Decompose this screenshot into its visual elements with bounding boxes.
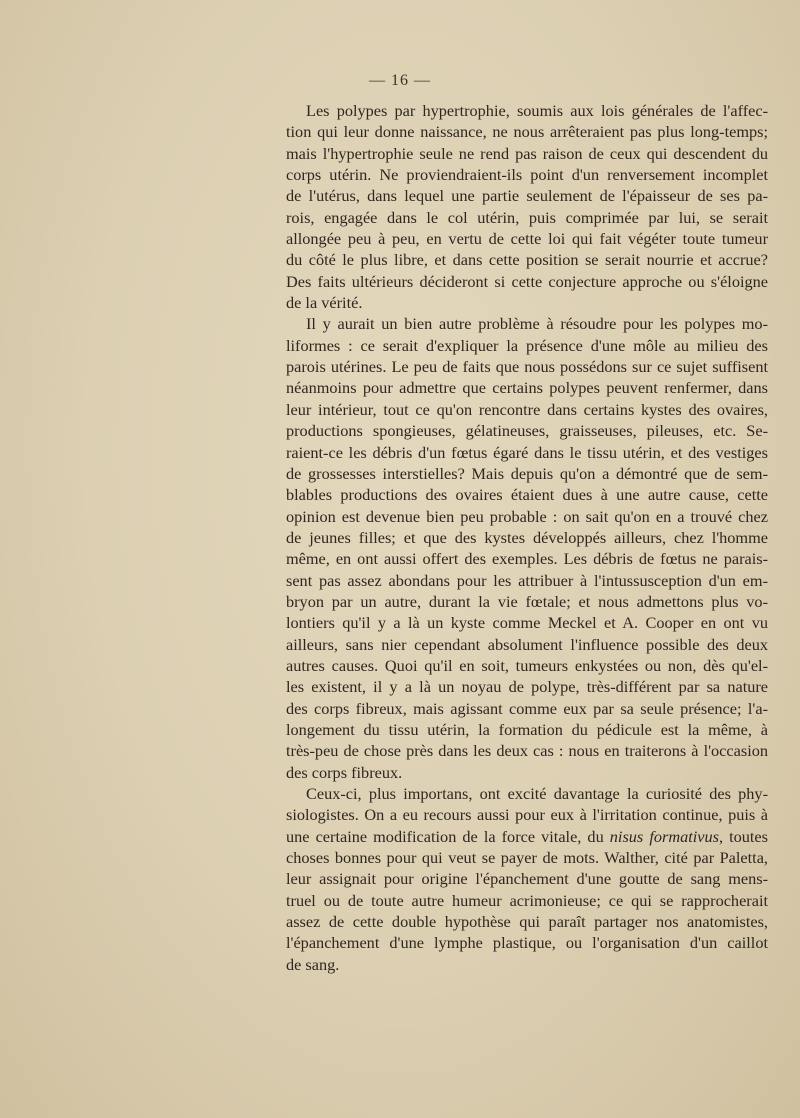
text-line: corps utérin. Ne proviendraient-ils point d'un renversement incomplet bbox=[286, 165, 768, 185]
text-line: sent pas assez abondans pour les attribuer à l'intussusception d'un em- bbox=[286, 570, 768, 590]
text-line: lontiers qu'il y a là un kyste comme Meckel et A. Cooper en ont vu bbox=[286, 613, 768, 633]
text-line: ailleurs, sans nier cependant absolument l'influence possible des deux bbox=[286, 634, 768, 654]
text-line: opinion est devenue bien peu probable : on sait qu'on en a trouvé chez bbox=[286, 506, 768, 526]
text-line: parois utérines. Le peu de faits que nous possédons sur ce sujet suffisent bbox=[286, 357, 768, 377]
paragraph-1 bbox=[286, 100, 768, 313]
text-line: Des faits ultérieurs décideront si cette conjecture approche ou s'éloigne bbox=[286, 271, 768, 291]
text-line: des corps fibreux, mais agissant comme eux par sa seule présence; l'a- bbox=[286, 698, 768, 718]
text-line: de jeunes filles; et que des kystes développés ailleurs, chez l'homme bbox=[286, 527, 768, 547]
text-line: mais l'hypertrophie seule ne rend pas raison de ceux qui descendent du bbox=[286, 143, 768, 163]
text-line: de la vérité. bbox=[286, 293, 363, 313]
text-line: de sang. bbox=[286, 954, 340, 974]
page-number: — 16 — bbox=[369, 72, 431, 89]
text-line: l'épanchement d'une lymphe plastique, ou l'organisation d'un caillot bbox=[286, 933, 768, 953]
text-line: Ceux-ci, plus importans, ont excité davantage la curiosité des phy- bbox=[306, 784, 768, 803]
text-line: très-peu de chose près dans les deux cas : nous en traiterons à l'occasion bbox=[286, 741, 768, 761]
text-line: même, en ont aussi offert des exemples. Les débris de fœtus ne parais- bbox=[286, 549, 768, 569]
text-line: une certaine modification de la force vitale, du nisus formativus, toutes bbox=[286, 826, 768, 846]
text-line: truel ou de toute autre humeur acrimonieuse; ce qui se rapprocherait bbox=[286, 890, 768, 910]
text-line: du côté le plus libre, et dans cette position se serait nourrie et accrue? bbox=[286, 250, 768, 270]
text-line: assez de cette double hypothèse qui paraît partager nos anatomistes, bbox=[286, 912, 768, 932]
text-line: bryon par un autre, durant la vie fœtale; et nous admettons plus vo- bbox=[286, 591, 768, 611]
text-line: des corps fibreux. bbox=[286, 762, 403, 782]
text-line: Les polypes par hypertrophie, soumis aux lois générales de l'affec- bbox=[306, 101, 768, 120]
paragraph-3 bbox=[286, 783, 768, 975]
italic-phrase: nisus formativus bbox=[609, 826, 719, 846]
text-line: longement du tissu utérin, la formation du pédicule est la même, à bbox=[286, 719, 768, 739]
text-line: leur intérieur, tout ce qu'on rencontre dans certains kystes des ovaires, bbox=[286, 399, 768, 419]
text-line: Il y aurait un bien autre problème à résoudre pour les polypes mo- bbox=[306, 314, 768, 334]
text-line: blables productions des ovaires étaient dues à une autre cause, cette bbox=[286, 485, 768, 505]
text-line: siologistes. On a eu recours aussi pour eux à l'irritation continue, puis à bbox=[286, 805, 768, 825]
body-text bbox=[286, 100, 768, 975]
text-line: liformes : ce serait d'expliquer la présence d'une môle au milieu des bbox=[286, 335, 768, 355]
text-line: productions spongieuses, gélatineuses, graisseuses, pileuses, etc. Se- bbox=[286, 421, 768, 441]
text-line: raient-ce les débris d'un fœtus égaré dans le tissu utérin, et des vestiges bbox=[286, 442, 768, 462]
paragraph-2 bbox=[286, 313, 768, 783]
text-line: allongée peu à peu, en vertu de cette loi qui fait végéter toute tumeur bbox=[286, 229, 768, 249]
text-line: les existent, il y a là un noyau de polype, très-différent par sa nature bbox=[286, 677, 768, 697]
text-line: néanmoins pour admettre que certains polypes peuvent renfermer, dans bbox=[286, 378, 768, 398]
text-line: choses bonnes pour qui veut se payer de mots. Walther, cité par Paletta, bbox=[286, 848, 768, 868]
text-line: leur assignait pour origine l'épanchement d'une goutte de sang mens- bbox=[286, 869, 768, 889]
text-line: autres causes. Quoi qu'il en soit, tumeurs enkystées ou non, dès qu'el- bbox=[286, 655, 768, 675]
text-line: tion qui leur donne naissance, ne nous arrêteraient pas plus long-temps; bbox=[286, 122, 768, 142]
text-line: de grossesses interstielles? Mais depuis qu'on a démontré que de sem- bbox=[286, 463, 768, 483]
text-line: rois, engagée dans le col utérin, puis comprimée par lui, se serait bbox=[286, 207, 768, 227]
text-line: de l'utérus, dans lequel une partie seulement de l'épaisseur de ses pa- bbox=[286, 186, 768, 206]
